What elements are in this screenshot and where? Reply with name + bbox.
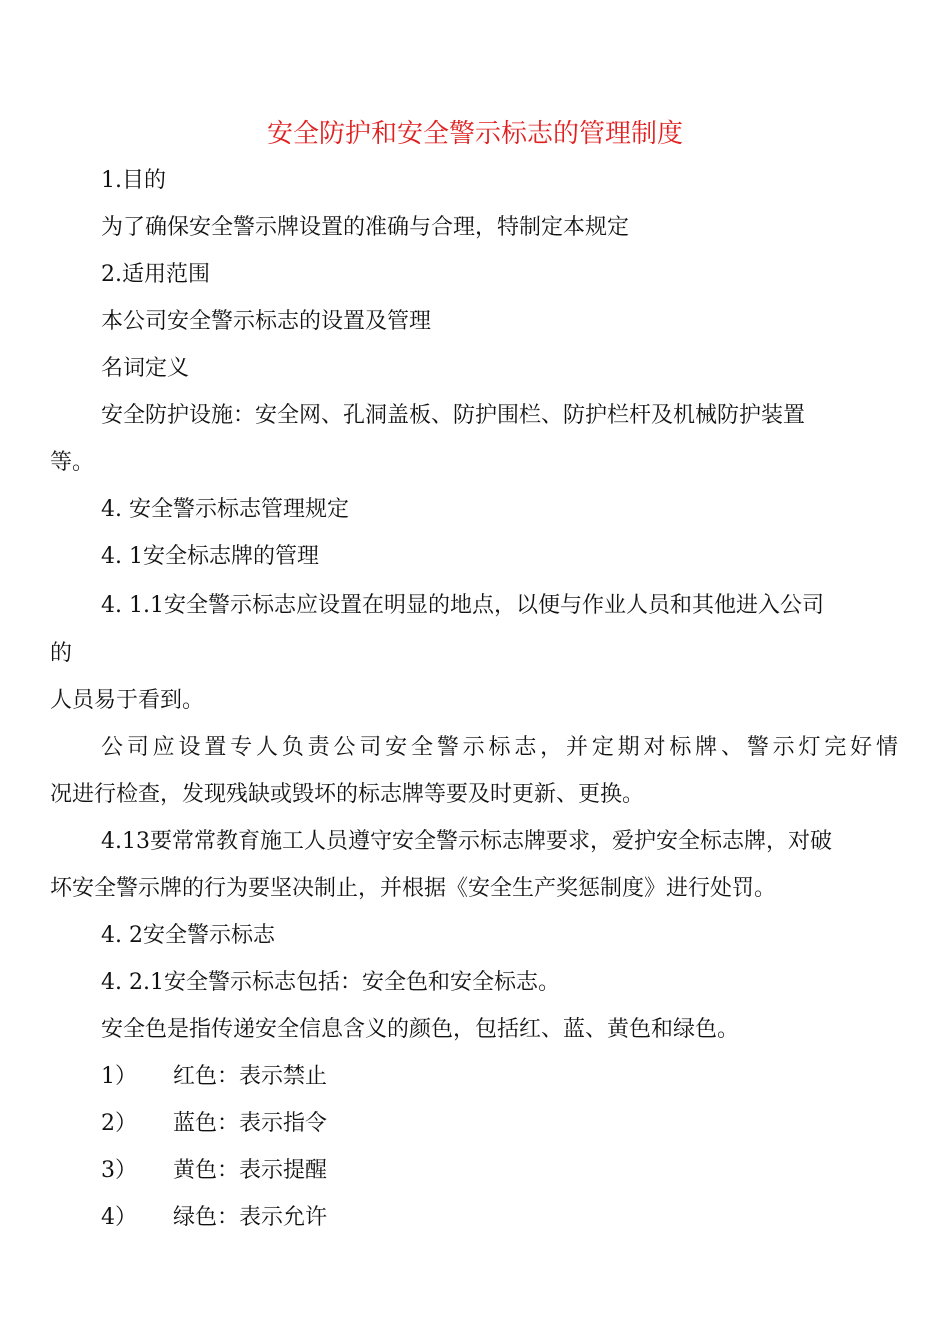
clause-4-2-1: 4. 2.1安全警示标志包括：安全色和安全标志。: [101, 970, 560, 995]
clause-4-1-3: 4.13要常常教育施工人员遵守安全警示标志牌要求，爱护安全标志牌，对破: [101, 829, 832, 854]
list-item-text: 红色：表示禁止: [173, 1064, 328, 1089]
list-item: [101, 1061, 327, 1093]
definition-text-continued: 等。: [50, 450, 95, 475]
safety-color-definition: 安全色是指传递安全信息含义的颜色，包括红、蓝、黄色和绿色。: [101, 1017, 740, 1042]
definition-text: 安全防护设施：安全网、孔洞盖板、防护围栏、防护栏杆及机械防护装置: [101, 403, 806, 428]
clause-4-1-1: 4. 1.1安全警示标志应设置在明显的地点，以便与作业人员和其他进入公司: [101, 593, 824, 618]
list-item-text: 黄色：表示提醒: [173, 1158, 328, 1183]
list-item-text: 蓝色：表示指令: [173, 1111, 328, 1136]
section-scope-heading: 2.适用范围: [101, 262, 210, 287]
list-item: [101, 1202, 327, 1234]
clause-4-1-3-continued: 坏安全警示牌的行为要坚决制止，并根据《安全生产奖惩制度》进行处罚。: [50, 876, 777, 901]
section-definitions-heading: 名词定义: [101, 356, 190, 381]
list-item-number: 2）: [101, 1111, 137, 1136]
list-item-text: 绿色：表示允许: [173, 1205, 328, 1230]
scope-text: 本公司安全警示标志的设置及管理: [101, 309, 432, 334]
section-4-1-heading: 4. 1安全标志牌的管理: [101, 544, 319, 569]
clause-4-1-2-continued: 况进行检查，发现残缺或毁坏的标志牌等要及时更新、更换。: [50, 782, 645, 807]
list-item-number: 4）: [101, 1205, 137, 1230]
section-purpose-heading: 1.目的: [101, 168, 166, 193]
section-4-2-heading: 4. 2安全警示标志: [101, 923, 275, 948]
list-item: [101, 1108, 327, 1140]
purpose-text: 为了确保安全警示牌设置的准确与合理，特制定本规定: [101, 215, 630, 240]
list-item: [101, 1155, 327, 1187]
section-4-heading: 4. 安全警示标志管理规定: [101, 497, 349, 522]
list-item-number: 1）: [101, 1064, 137, 1089]
clause-4-1-1-continued: 人员易于看到。: [50, 688, 205, 713]
list-item-number: 3）: [101, 1158, 137, 1183]
clause-4-1-1-wrap: 的: [50, 641, 73, 666]
clause-4-1-2: 公司应设置专人负责公司安全警示标志，并定期对标牌、警示灯完好情: [101, 735, 898, 760]
document-title: 安全防护和安全警示标志的管理制度: [266, 119, 683, 149]
